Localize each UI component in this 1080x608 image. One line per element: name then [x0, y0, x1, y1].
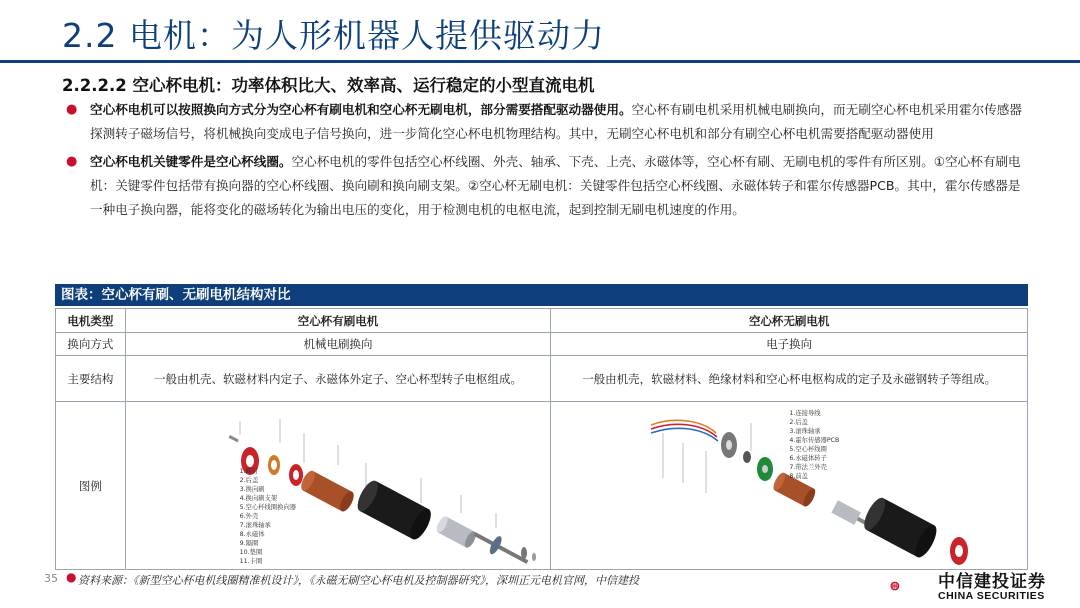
legend-item: 7.带法兰外壳	[789, 463, 827, 471]
header-brushed: 空心杯有刷电机	[125, 309, 551, 333]
brushless-legend	[789, 409, 839, 481]
bullet-dot-icon: ●	[66, 154, 78, 169]
bullet-item	[62, 150, 1030, 222]
section-heading: 2.2.2.2 空心杯电机：功率体积比大、效率高、运行稳定的小型直流电机	[62, 76, 595, 95]
bullet-lead: 空心杯电机可以按照换向方式分为空心杯有刷电机和空心杯无刷电机，部分需要搭配驱动器使用。	[90, 102, 632, 117]
bullet-text: 空心杯电机的零件包括空心杯线圈、外壳、轴承、下壳、上壳、永磁体等，空心杯有刷、无刷电机的零件有所区别。①空心杯有刷电机：关键零件包括带有换向器的空心杯线圈、换向刷和换向刷支架。②空心杯无刷电机：关键零件包括空心杯线圈、永磁体转子和霍尔传感器PCB。其中，霍尔传感器是一种电子换向器，能将变化的磁场转化为输出电压的变化，用于检测电机的电枢电流，起到控制无刷电机速度的作用。	[90, 154, 1021, 217]
brushless-figure-cell	[551, 402, 1028, 570]
legend-item: 3.换向刷	[239, 485, 265, 493]
header-brushless: 空心杯无刷电机	[551, 309, 1028, 333]
comparison-table	[55, 308, 1028, 570]
source-note: 资料来源：《新型空心杯电机线圈精准机设计》，《永磁无刷空心杯电机及控制器研究》，深圳正元电机官网，中信建投	[78, 574, 639, 587]
table-row	[56, 402, 1028, 570]
page-number: 35	[44, 572, 58, 585]
legend-item: 5.空心杯线圈	[789, 445, 827, 453]
brushless-motor-exploded-diagram	[551, 403, 995, 569]
legend-item: 7.滚珠轴承	[239, 521, 271, 529]
legend-item: 4.换向刷支架	[239, 494, 278, 502]
brushed-legend	[240, 467, 296, 566]
bullet-item	[62, 98, 1030, 146]
bullet-list	[62, 98, 1030, 226]
table-caption: 图表：空心杯有刷、无刷电机结构对比	[55, 284, 1028, 306]
housing-part	[353, 477, 434, 542]
legend-item: 6.外壳	[239, 512, 259, 520]
row-label: 图例	[56, 402, 126, 570]
cell-brushed: 一般由机壳、软磁材料内定子、永磁体外定子、空心杯型转子电枢组成。	[125, 356, 551, 402]
legend-item: 9.隔圈	[239, 539, 259, 547]
legend-item: 1.螺钉	[239, 467, 259, 475]
cell-brushless: 电子换向	[551, 333, 1028, 356]
footer-dot-icon: ●	[66, 570, 77, 584]
screw-part	[228, 435, 238, 442]
row-label: 主要结构	[56, 356, 126, 402]
legend-item: 1.连接导线	[789, 409, 821, 417]
legend-item: 8.前盖	[789, 472, 808, 480]
row-label: 换向方式	[56, 333, 126, 356]
brushed-figure-cell	[125, 402, 551, 570]
hall-sensor-pcb-part	[757, 457, 773, 481]
connecting-wire-part	[651, 420, 718, 441]
legend-item: 2.后盖	[239, 476, 259, 484]
housing-part	[860, 494, 940, 560]
legend-item: 3.滚珠轴承	[789, 427, 821, 435]
legend-item: 5.空心杯线圈换向器	[239, 503, 297, 511]
rear-cover-part	[721, 432, 737, 458]
magnet-part	[434, 514, 478, 549]
front-cover-part	[950, 537, 968, 565]
brushed-motor-exploded-diagram	[126, 403, 560, 569]
bullet-dot-icon: ●	[66, 102, 78, 117]
cell-brushless: 一般由机壳，软磁材料、绝缘材料和空心杯电枢构成的定子及永磁钢转子等组成。	[551, 356, 1028, 402]
legend-item: 10.垫圈	[239, 548, 263, 556]
table-header-row	[56, 309, 1028, 333]
cell-brushed: 机械电刷换向	[125, 333, 551, 356]
header-motor-type: 电机类型	[56, 309, 126, 333]
citic-securities-logo-icon	[890, 566, 934, 606]
table-row	[56, 333, 1028, 356]
legend-item: 4.霍尔传感器PCB	[789, 436, 840, 444]
page-title: 2.2 电机：为人形机器人提供驱动力	[62, 16, 605, 55]
bullet-lead: 空心杯电机关键零件是空心杯线圈。	[90, 154, 292, 169]
legend-item: 6.永磁体转子	[789, 454, 827, 462]
logo-text-cn: 中信建投证券	[938, 572, 1046, 592]
legend-item: 8.永磁体	[239, 530, 265, 538]
title-divider	[0, 60, 1080, 63]
legend-item: 2.后盖	[789, 418, 808, 426]
table-row	[56, 356, 1028, 402]
logo-text-en: CHINA SECURITIES	[938, 590, 1045, 602]
shaft-part	[469, 525, 531, 569]
bullet-text: 空心杯有刷电机采用机械电刷换向，而无刷空心杯电机采用霍尔传感器探测转子磁场信号，将机械换向变成电子信号换向，进一步简化空心杯电机物理结构。其中，无刷空心杯电机和部分有刷空心杯电机需要搭配驱动器使用	[90, 102, 1022, 141]
legend-item: 11.卡圈	[239, 557, 263, 565]
coil-part	[298, 468, 356, 513]
bearing-part	[743, 451, 751, 463]
